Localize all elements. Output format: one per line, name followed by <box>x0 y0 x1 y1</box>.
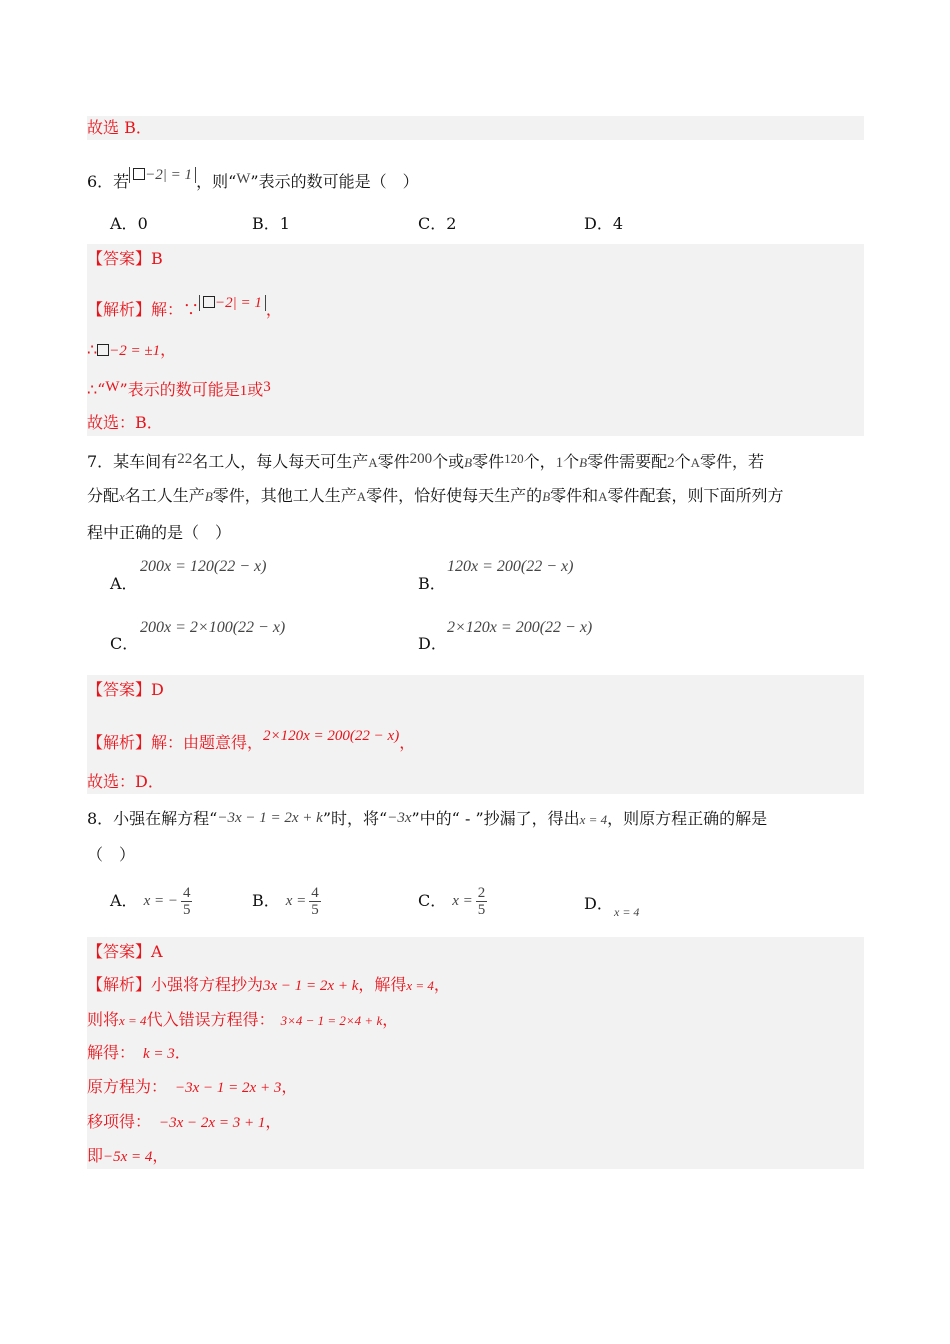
q7-stem-line1: 7．某车间有22名工人，每人每天可生产A零件200个或B零件$^{120}$个，1个B零件需要配2个A零件，若 <box>87 451 765 471</box>
q8-option-d-label: D． <box>584 894 613 913</box>
q5-select-text: 故选 B． <box>87 118 152 137</box>
q8-analysis-line1: 【解析】小强将方程抄为3x − 1 = 2x + k，解得x = 4， <box>87 975 450 994</box>
q6-answer: 【答案】B <box>87 249 163 268</box>
box-symbol-icon <box>133 168 145 180</box>
q6-option-b: B．1 <box>252 214 290 233</box>
box-symbol-icon <box>97 344 109 356</box>
q8-analysis-line4: 原方程为： −3x − 1 = 2x + 3， <box>87 1077 298 1096</box>
q6-option-a: A．0 <box>110 214 148 233</box>
q6-select: 故选：B． <box>87 413 163 432</box>
q8-answer: 【答案】A <box>87 942 163 961</box>
q6-analysis-line3: ∴“W”表示的数可能是1或3 <box>87 379 271 399</box>
q7-option-c-label: C． <box>110 634 139 653</box>
box-symbol-icon <box>203 296 215 308</box>
q8-option-d-math: x = 4 <box>614 905 640 919</box>
q8-option-b: B． x = $\frac{4}{5}$ <box>252 884 319 918</box>
q6-option-d: D．4 <box>584 214 624 233</box>
q7-option-c-math: 200x = 2×100(22 − x) <box>140 619 286 636</box>
q6-analysis-line1: 【解析】解：∵ −2| = 1 ， <box>87 295 282 319</box>
q6-solution-block <box>87 244 864 436</box>
q7-option-d-math: 2×120x = 200(22 − x) <box>447 619 593 636</box>
q5-analysis-tail <box>87 116 864 140</box>
q6-analysis-line2: ∴ −2 = ±1， <box>87 340 177 359</box>
q7-select: 故选：D． <box>87 772 164 791</box>
q7-solution-block <box>87 675 864 794</box>
q8-stem-line2: （ ） <box>87 845 136 864</box>
q6-equation: −2| = 1 <box>129 167 196 183</box>
q7-answer: 【答案】D <box>87 680 164 699</box>
q7-option-a-math: 200x = 120(22 − x) <box>140 558 267 575</box>
q6-option-c: C．2 <box>418 214 457 233</box>
q7-option-d-label: D． <box>418 634 447 653</box>
q7-option-a-label: A． <box>110 574 138 593</box>
q8-solution-block <box>87 937 864 1169</box>
q8-option-a: A． x = − $\frac{4}{5}$ <box>110 884 191 918</box>
q7-analysis: 【解析】解：由题意得，2×120x = 200(22 − x)， <box>87 728 416 752</box>
q7-option-b-label: B． <box>418 574 446 593</box>
q7-stem-line3: 程中正确的是（ ） <box>87 523 232 542</box>
q8-analysis-line5: 移项得： −3x − 2x = 3 + 1， <box>87 1112 282 1131</box>
q6-stem: 6．若 −2| = 1 ，则“W”表示的数可能是（ ） <box>87 167 419 191</box>
q8-option-c: C． x = $\frac{2}{5}$ <box>418 884 486 918</box>
q7-stem-line2: 分配x名工人生产B零件，其他工人生产A零件，恰好使每天生产的B零件和A零件配套，则下面所列方 <box>87 486 784 505</box>
q8-analysis-line3: 解得： k = 3． <box>87 1043 191 1062</box>
q8-stem-line1: 8．小强在解方程“−3x − 1 = 2x + k”时，将“−3x”中的“ - ”抄漏了，得出x = 4，则原方程正确的解是 <box>87 809 768 828</box>
q8-analysis-line2: 则将x = 4代入错误方程得： 3×4 − 1 = 2×4 + k， <box>87 1010 399 1029</box>
q8-analysis-line6: 即−5x = 4， <box>87 1146 169 1165</box>
q7-option-b-math: 120x = 200(22 − x) <box>447 558 574 575</box>
